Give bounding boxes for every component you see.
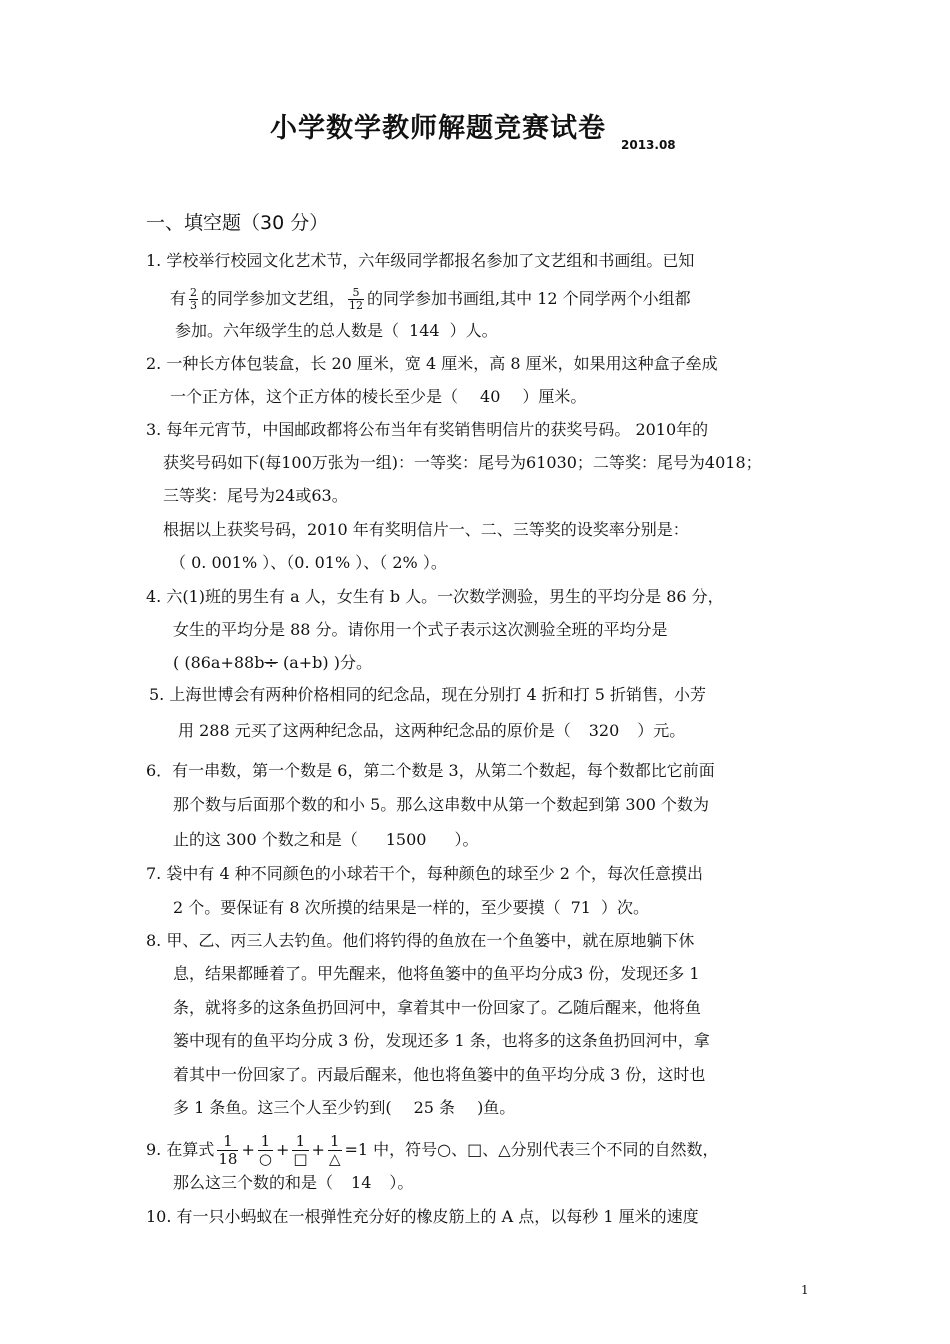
q1-line-3: 参加。六年级学生的总人数是（ 144 ）人。 [175,321,498,340]
q10-line-1: 10. 有一只小蚂蚁在一根弹性充分好的橡皮筋上的 A 点，以每秒 1 厘米的速度 [146,1207,699,1226]
q3-answers: （ 0. 001% ）、（0. 01% ）、（ 2% ）。 [170,553,447,572]
q8-line-5: 着其中一份回家了。丙最后醒来，他也将鱼篓中的鱼平均分成 3 份，这时也 [173,1065,706,1084]
q6-line-2: 那个数与后面那个数的和小 5。那么这串数中从第一个数起到第 300 个数为 [173,795,709,814]
q3-line-1: 3. 每年元宵节，中国邮政都将公布当年有奖销售明信片的获奖号码。 2010年的 [146,420,709,439]
fraction-five-twelfths: $\frac{5}{12}$ [349,286,364,312]
q3-line-3: 三等奖：尾号为24或63。 [163,486,348,505]
fraction-one-over-triangle: $\frac{1}{\triangle}$ [328,1132,341,1168]
q2-line-2: 一个正方体，这个正方体的棱长至少是（ 40 ）厘米。 [170,387,587,406]
q6-answer: 1500 [385,830,427,849]
q1-line-1: 1. 学校举行校园文化艺术节，六年级同学都报名参加了文艺组和书画组。已知 [146,251,695,270]
q1-text-b: 的同学参加文艺组， [201,289,346,308]
q8-line-2: 息，结果都睡着了。甲先醒来，他将鱼篓中的鱼平均分成3 份，发现还多 1 [173,964,700,983]
q7-line-2: 2 个。要保证有 8 次所摸的结果是一样的，至少要摸（ 71 ）次。 [173,898,649,917]
page-title: 小学数学教师解题竞赛试卷 [270,113,606,144]
q6-line-1: 6．有一串数，第一个数是 6，第二个数是 3，从第二个数起，每个数都比它前面 [146,761,715,780]
section-heading: 一、填空题（30 分） [146,212,329,234]
q1-text-c: 的同学参加书画组,其中 12 个同学两个小组都 [367,289,691,308]
q3-line-4: 根据以上获奖号码，2010 年有奖明信片一、二、三等奖的设奖率分别是： [163,520,689,539]
fraction-one-eighteenth: $\frac{1}{18}$ [218,1132,238,1168]
q7-answer: 71 [570,898,591,917]
q8-answer: 25 条 [413,1098,456,1117]
q2-answer: 40 [480,387,501,406]
page-number: 1 [801,1283,809,1297]
q8-line-6: 多 1 条鱼。这三个人至少钓到( 25 条 )鱼。 [173,1098,516,1117]
q7-line-1: 7. 袋中有 4 种不同颜色的小球若干个，每种颜色的球至少 2 个，每次任意摸出 [146,864,704,883]
q2-line-1: 2. 一种长方体包装盒，长 20 厘米，宽 4 厘米，高 8 厘米，如果用这种盒子垒成 [146,354,718,373]
q1-answer: 144 [409,321,440,340]
q5-answer: 320 [588,721,620,740]
q1-line-2 [170,287,691,312]
q3-line-2: 获奖号码如下(每100万张为一组)：一等奖：尾号为61030；二等奖：尾号为4018； [163,453,762,472]
q4-line-2: 女生的平均分是 88 分。请你用一个式子表示这次测验全班的平均分是 [173,620,668,639]
q1-text-a: 有 [170,289,187,308]
q4-line-1: 4. 六(1)班的男生有 a 人，女生有 b 人。一次数学测验，男生的平均分是 86 分， [146,587,724,606]
q9-line-1: 9. 在算式 $\frac{1}{18}$ + $\frac{1}{○}$ + $\frac{1}{□}$ + $\frac{1}{\triangle}$ =1 中，符号○、□、△分别代表三个不同的自然数， [146,1132,719,1168]
q9-answer: 14 [351,1173,372,1192]
q5-line-1: 5. 上海世博会有两种价格相同的纪念品，现在分别打 4 折和打 5 折销售，小芳 [149,685,707,704]
q6-line-3: 止的这 300 个数之和是（ 1500 ）。 [173,830,479,849]
q9-line-2: 那么这三个数的和是（ 14 ）。 [173,1173,414,1192]
fraction-two-thirds: $\frac{2}{3}$ [190,286,198,312]
q8-line-4: 篓中现有的鱼平均分成 3 份，发现还多 1 条，也将多的这条鱼扔回河中，拿 [173,1031,710,1050]
q8-line-1: 8. 甲、乙、丙三人去钓鱼。他们将钓得的鱼放在一个鱼篓中，就在原地躺下休 [146,931,695,950]
q4-line-3: ( (86a+88b÷ (a+b) )分。 [173,653,372,672]
q5-line-2: 用 288 元买了这两种纪念品，这两种纪念品的原价是（ 320 ）元。 [178,721,686,740]
fraction-one-over-circle: $\frac{1}{○}$ [258,1132,272,1168]
q8-line-3: 条，就将多的这条鱼扔回河中，拿着其中一份回家了。乙随后醒来，他将鱼 [173,998,702,1017]
exam-date: 2013.08 [621,138,676,152]
q4-divide-sign: ÷ [264,653,278,672]
fraction-one-over-square: $\frac{1}{□}$ [293,1132,308,1168]
